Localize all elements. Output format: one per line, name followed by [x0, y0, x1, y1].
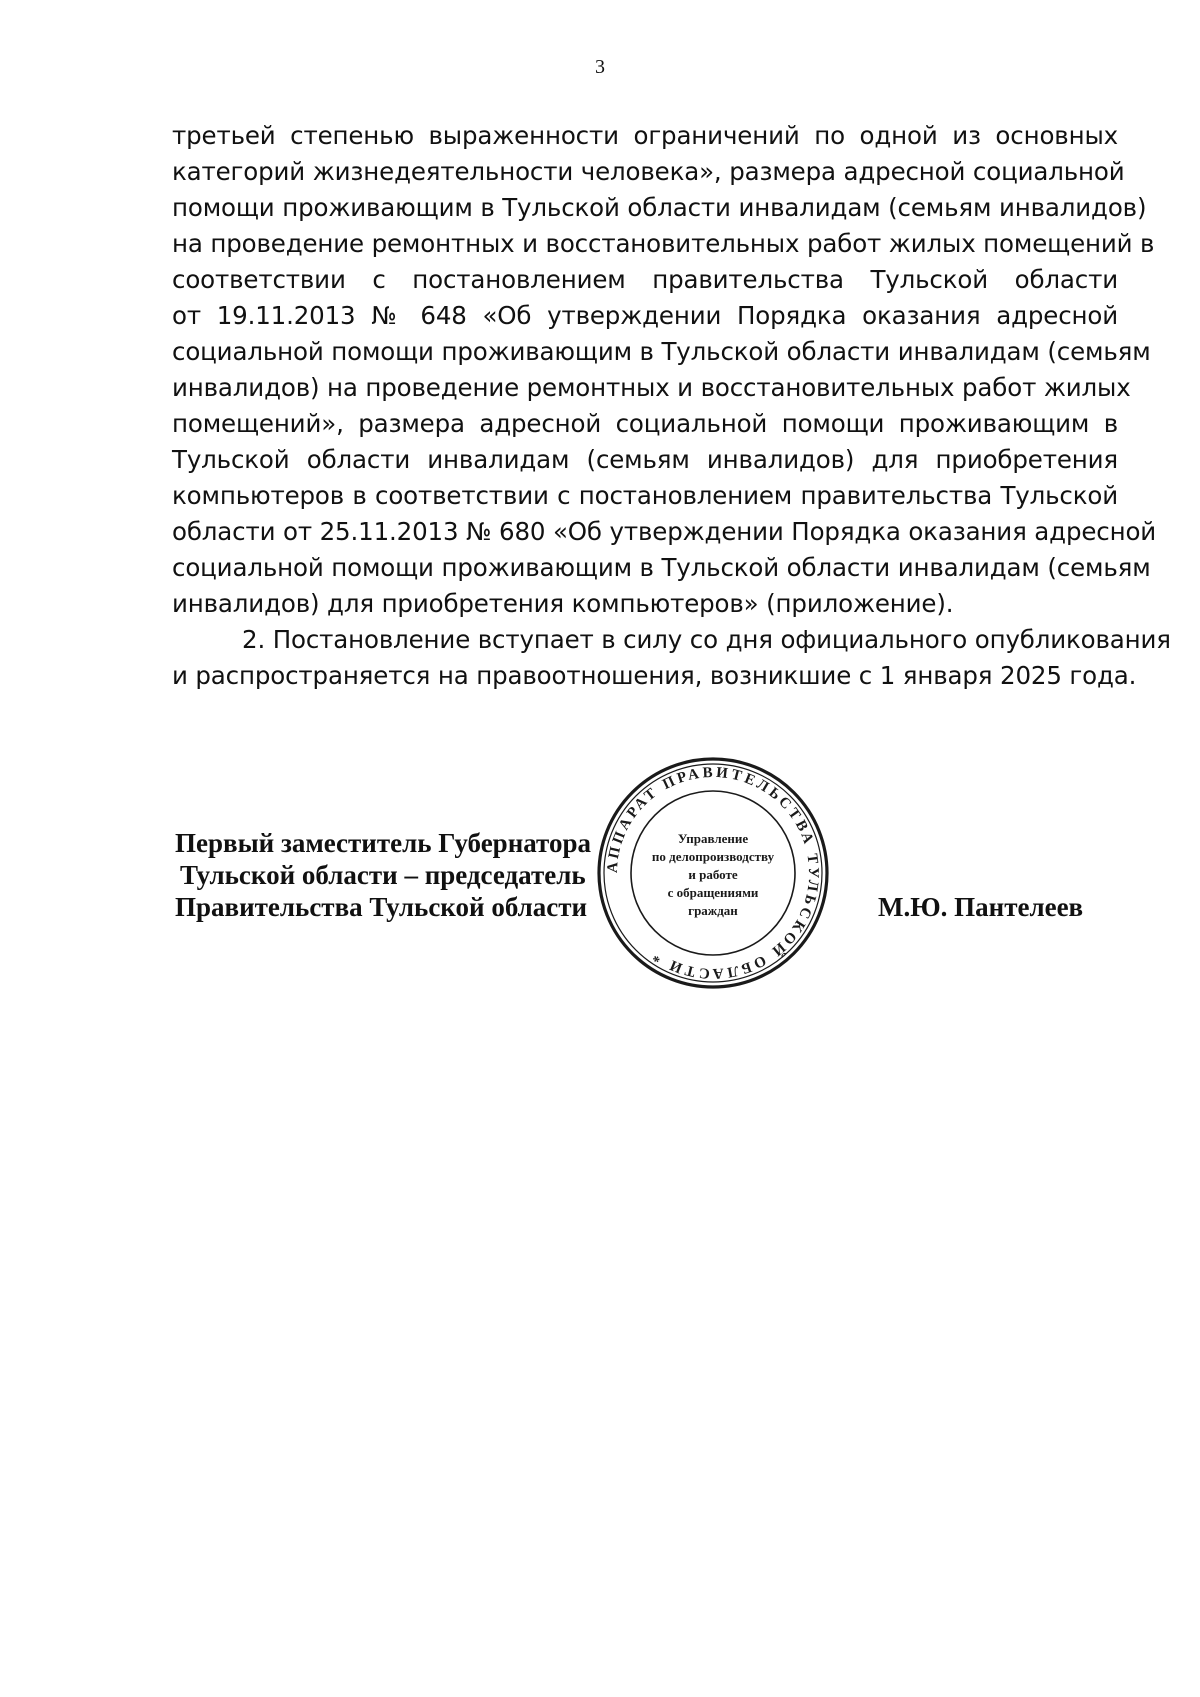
body-line: Тульской области инвалидам (семьям инвалидов) для приобретения [172, 445, 1118, 474]
body-line: инвалидов) на проведение ремонтных и восстановительных работ жилых [172, 373, 1131, 402]
seal-inner-text [652, 831, 775, 918]
body-line: третьей степенью выраженности ограничений по одной из основных [172, 121, 1118, 150]
seal-inner-line: и работе [688, 867, 738, 882]
seal-inner-line: по делопроизводству [651, 849, 775, 864]
body-line: категорий жизнедеятельности человека», размера адресной социальной [172, 157, 1125, 186]
official-seal [595, 755, 831, 991]
signatory-position-line: Тульской области – председатель [180, 860, 586, 890]
body-line: соответствии с постановлением правительства Тульской области [172, 265, 1118, 294]
body-line: социальной помощи проживающим в Тульской области инвалидам (семьям [172, 553, 1151, 582]
body-line: инвалидов) для приобретения компьютеров» (приложение). [172, 589, 954, 618]
seal-inner-line: Управление [677, 831, 749, 846]
body-line: на проведение ремонтных и восстановительных работ жилых помещений в [172, 229, 1155, 258]
clause-2-line: 2. Постановление вступает в силу со дня официального опубликования [242, 625, 1171, 654]
signatory-position-line: Первый заместитель Губернатора [175, 828, 591, 858]
signatory-position-line: Правительства Тульской области [175, 892, 588, 922]
seal-inner-line: граждан [688, 903, 738, 918]
clause-2-line: и распространяется на правоотношения, возникшие с 1 января 2025 года. [172, 661, 1137, 690]
body-line: социальной помощи проживающим в Тульской области инвалидам (семьям [172, 337, 1151, 366]
seal-ring-text: АППАРАТ ПРАВИТЕЛЬСТВА ТУЛЬСКОЙ ОБЛАСТИ * [604, 764, 822, 982]
seal-inner-line: с обращениями [667, 885, 759, 900]
body-line: от 19.11.2013 № 648 «Об утверждении Порядка оказания адресной [172, 301, 1118, 330]
body-line: области от 25.11.2013 № 680 «Об утверждении Порядка оказания адресной [172, 517, 1157, 546]
signatory-name: М.Ю. Пантелеев [878, 892, 1084, 922]
body-line: помещений», размера адресной социальной помощи проживающим в [172, 409, 1118, 438]
page-number: 3 [595, 56, 605, 78]
body-line: помощи проживающим в Тульской области инвалидам (семьям инвалидов) [172, 193, 1147, 222]
body-line: компьютеров в соответствии с постановлением правительства Тульской [172, 481, 1118, 510]
